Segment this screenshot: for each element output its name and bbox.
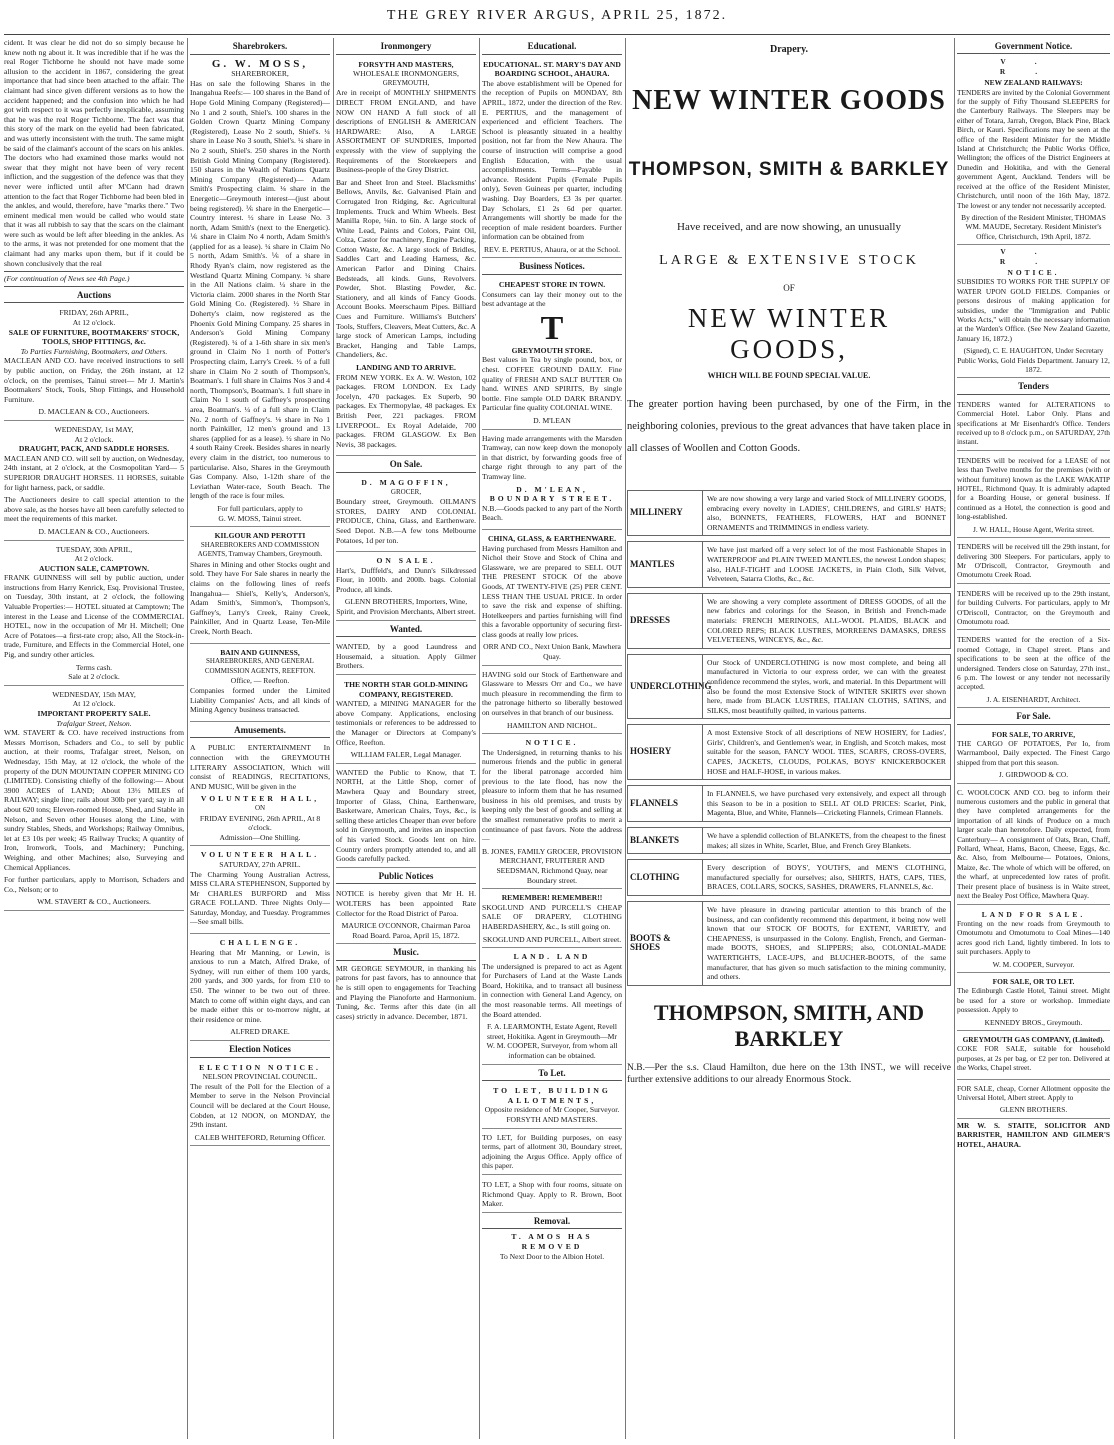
- sharebroker-ad: [190, 646, 330, 722]
- ad-body: COKE FOR SALE, suitable for household purposes, at 2s per bag, or £2 per ton. Delivered at the Works, Chapel street.: [957, 1044, 1110, 1073]
- auction-note: For further particulars, apply to Morrison, Schaders and Co., Nelson; or to: [4, 875, 184, 894]
- public-notice: [336, 887, 476, 944]
- ad-signature: MAURICE O'CONNOR, Chairman Paroa Road Board. Paroa, April 15, 1872.: [341, 921, 471, 940]
- section-heading-election: Election Notices: [190, 1045, 330, 1058]
- advertiser-name: BAIN AND GUINNESS,: [220, 647, 300, 657]
- produce-ad: C. WOOLCOCK AND CO. beg to inform their numerous customers and the public in general that they have completed arrangements for the importation of all kinds of Produce on a much larger scale than heretofore. Daily expected, from Canterbury— A consignment of Oats, Bran, Chaff, Pollard, Wheat, Hams, Bacon, Cheese, Eggs, &c. &c. Also, from Melbourne— Potatoes, Onions, Maize, &c. The whole of which will be offered, on the wharf, at unprecedented low rates of profit. Their present place of business is in Waite street, next the Bealey Post Office, Mawhera Quay.: [957, 786, 1110, 905]
- tender-ad: [957, 633, 1110, 708]
- masthead: THE GREY RIVER ARGUS, APRIL 25, 1872.: [386, 8, 728, 23]
- tender-ad: TENDERS will be received up to the 29th instant, for building Culverts. For particulars, apply to Mr O'Driscoll, Contractor, on the Greymouth and Omotumotu road.: [957, 587, 1110, 631]
- department-row: [627, 654, 951, 720]
- ad-signature: CALEB WHITEFORD, Returning Officer.: [194, 1132, 326, 1142]
- ad-body: Having purchased from Messrs Hamilton and Nichol their Stove and Stock of China and Glassware, we are prepared to SELL OUT THE PRESENT STOCK Of the above Goods, AT TWENTY-FIVE (25) PER CENT. LESS THAN THE USUAL PRICE. In order to save the risk and expense of shifting. Hotelkeepers and parties furnishing will find this a favorable opportunity of securing first-class goods at really low prices.: [482, 543, 622, 639]
- ad-title: ELECTION NOTICE.: [199, 1062, 321, 1072]
- headline-new-winter-goods: NEW WINTER GOODS: [632, 85, 946, 116]
- section-heading-removal: Removal.: [482, 1217, 622, 1230]
- tender-ad: TENDERS will be received till the 29th instant, for delivering 300 Sleepers. For particulars, apply to Mr O'Driscoll, Contractor, Greymouth and Omotumotu Creek Road.: [957, 540, 1110, 584]
- ad-body: The Edinburgh Castle Hotel, Tainui street. Might be used for a store or workshop. Immediate possession. Apply to: [957, 986, 1110, 1015]
- ad-signature: REV. E. PERTIUS, Ahaura, or at the School.: [483, 244, 621, 254]
- sale-ad: [957, 728, 1110, 784]
- ad-body: TENDERS are invited by the Colonial Government for the supply of Fifty Thousand SLEEPERS for the Canterbury Railways. The Sleepers may be either of Totara, Jarrah, Oregon, Black Pine, Black Birch, or Kauri. Specifications may be seen at the office of the Resident Minister for the Middle Island at Christchurch; the Public Works Office, Wellington; the offices of the District Engineers at Dunedin and Hokitika, and with the General government Agent, Auckland. Tenders will be received at the office of the Resident Minister, Christchurch, until noon of the 16th May, 1872. The lowest or any tender not necessarily accepted.: [957, 87, 1110, 210]
- ad-body: Hart's, Dufffeld's, and Dunn's Silkdressed Flour, in 100lb. and 200lb. bags. Colonial Produce, all kinds.: [336, 565, 476, 594]
- department-label: MANTLES: [630, 558, 675, 569]
- section-heading-amusements: Amusements.: [190, 726, 330, 739]
- auction-ad: [4, 423, 184, 541]
- ad-title: EDUCATIONAL. ST. MARY'S DAY AND BOARDING SCHOOL, AHAURA.: [483, 59, 621, 79]
- auction-terms: Terms cash.: [75, 662, 113, 672]
- wanted-ad: [336, 678, 476, 764]
- challenge-ad: [190, 936, 330, 1041]
- ad-body: Best values in Tea by single pound, box, or chest. COFFEE GROUND DAILY. Fine quality of FRESH AND SALT BUTTER On hand. WINES AND SPIRITS, By single bottle. Fine sample OLD DARK BRANDY. Particular fine quality COLONIAL WINE.: [482, 355, 622, 413]
- ad-signature: B. JONES, FAMILY GROCER, PROVISION MERCHANT, FRUITERER AND SEEDSMAN, Richmond Quay, near Boundary street.: [482, 846, 622, 885]
- department-label: BLANKETS: [630, 834, 680, 845]
- department-text: We have pleasure in drawing particular attention to this branch of the business, and can confidently recommend this department, it being now well known that our STOCK OF BOOTS, for EXTENT, VARIETY, and CHEAPNESS, is unsurpassed in the Colony. English, French, and German-made BOOTS, SHOES, and SLIPPERS; also, COLONIAL-MADE WATERTIGHTS, LACE-UPS, and BLUCHER-BOOTS, of the same manufacturer, that has given so much satisfaction to the mining community, and others.: [702, 902, 950, 985]
- ad-signature: W. M. COOPER, Surveyor.: [992, 959, 1075, 969]
- admission: Admission—One Shilling.: [219, 832, 301, 842]
- sharebroker-ad: [190, 529, 330, 644]
- department-label: FLANNELS: [630, 797, 679, 808]
- ad-shipments: FROM NEW YORK. Ex A. W. Weston, 102 packages. FROM LONDON. Ex Lady Jocelyn, 470 packages. Ex Superb, 90 packages. Ex Thermopylae, 48 packages. Ex British Peer, 221 packages. FROM LIVERPOOL. Ex Royal Adelaide, 700 packages. FROM GLASGOW. Ex Ben Nevis, 38 packages.: [336, 372, 476, 449]
- ad-office: Office, — Reefton.: [230, 676, 290, 686]
- section-heading-public-notices: Public Notices: [336, 872, 476, 885]
- department-label: BOOTS & SHOES: [630, 932, 671, 953]
- section-heading-government: Government Notice.: [957, 42, 1110, 54]
- ad-body: Companies formed under the Limited Liability Companies' Acts, and all kinds of Mining Agency business transacted.: [190, 686, 330, 715]
- auction-date: WEDNESDAY, 1st MAY,: [54, 424, 134, 434]
- column-2: [190, 38, 330, 1439]
- department-text: We are now showing a very large and varied Stock of MILLINERY GOODS, embracing every novelty in LADIES', CHILDREN'S, and GIRLS' HATS; also, BONNETS, FEATHERS, FLOWERS, HAT and BONNET ORNAMENTS and TRIMMINGS in endless variety.: [702, 491, 950, 535]
- column-divider: [333, 38, 334, 1439]
- auction-title: DRAUGHT, PACK, AND SADDLE HORSES.: [18, 444, 170, 454]
- department-row: [627, 901, 951, 986]
- to-let-ad: TO LET, a Shop with four rooms, situate on Richmond Quay. Apply to R. Brown, Boot Maker.: [482, 1178, 622, 1213]
- department-row: [627, 859, 951, 896]
- ad-subhead: LANDING AND TO ARRIVE.: [356, 363, 456, 372]
- ad-body: TENDERS will be received for a LEASE of not less than Twelve months for the premises (with or without furniture) known as the LAKE WAKATIP HOTEL, Richmond Quay. It is admirably adapted for a Boarding House, or general business. If continued as a Hotel, the connection is good and long-established.: [957, 455, 1110, 522]
- ad-body: Opposite residence of Mr Cooper, Surveyor.: [484, 1105, 620, 1115]
- notice-ad: [482, 736, 622, 889]
- ad-signature: ALFRED DRAKE.: [230, 1027, 290, 1037]
- ad-signature: J. A. EISENHARDT, Architect.: [986, 694, 1081, 704]
- section-heading-sharebrokers: Sharebrokers.: [190, 42, 330, 55]
- ad-body: A PUBLIC ENTERTAINMENT In connection with the GREYMOUTH LITERARY ASSOCIATION, Which will consist of READINGS, RECITATIONS, AND MUSIC, Will be given in the: [190, 743, 330, 791]
- section-heading-drapery: Drapery.: [769, 44, 809, 55]
- firm-name: THOMPSON, SMITH & BARKLEY: [628, 159, 950, 180]
- section-heading-to-let: To Let.: [482, 1069, 622, 1082]
- removal-body: To Next Door to the Albion Hotel.: [499, 1251, 605, 1261]
- hotel-sale-ad: [957, 975, 1110, 1031]
- store-name: GREYMOUTH STORE.: [511, 345, 593, 355]
- auction-date: WEDNESDAY, 15th MAY,: [52, 689, 136, 699]
- school-ad: [482, 58, 622, 259]
- section-heading-music: Music.: [336, 948, 476, 961]
- ad-list: Bar and Sheet Iron and Steel. Blacksmiths' Bellows, Anvils, &c. Galvanised Plain and Corrugated Iron Ridging, &c. Agricultural Implements. Truck and Whim Wheels. Best Manilla Rope, ⅛in. to 6in. A large stock of White Lead, Paints and Colors, Paint Oil, Colza, Castor for machinery, Engine Packing, Cotton Waste, &c. A large stock of Bridles, Saddles Cart and Leading Harness, &c. American Parlor and Dining Chairs. Bedsteads, all kinds. Guns, Revolvers. Powder, Shot. Blasting Powder, &c. Stationery, and all kinds of Fancy Goods. Account Books. Meerschaum Pipes. Billiard Cues and Furniture. Williams's Butchers' Tools, Stuffers, Cleavers, Meat Cutters, &c. A large stock of American Lamps, including Bracket, Hanging and Table Lamps, Chandeliers, &c.: [336, 177, 476, 360]
- ad-body: FOR SALE, cheap, Corner Allotment opposite the Universal Hotel, Albert street. Apply to: [957, 1083, 1110, 1102]
- auction-title: IMPORTANT PROPERTY SALE.: [37, 709, 151, 718]
- ad-body: Fronting on the new roads from Greymouth to Omotumotu and Omotumotu to Coal Mines—140 acres good rich Land, lightly timbered. In lots to suit purchasers. Apply to: [957, 918, 1110, 957]
- ad-title: FOR SALE, OR TO LET.: [992, 976, 1075, 986]
- ad-signature: G. W. MOSS, Tainui street.: [218, 513, 302, 523]
- wanted-ad: WANTED the Public to Know, that T. NORTH, at the Little Shop, corner of Mawhera Quay and Boundary street, Importer of Glass, China, Earthenware, Basketware, American Chairs, Toys, &c., is selling these articles Cheaper than ever before sold in Greymouth, and invites an inspection of his varied Stock. Goods lent on hire. Country orders promptly attended to, and all Goods carefully packed.: [336, 766, 476, 868]
- ad-signature: GLENN BROTHERS, Importers, Wine, Spirit, and Provision Merchants, Albert street.: [336, 597, 476, 617]
- removal-title: T. AMOS HAS REMOVED: [511, 1232, 593, 1251]
- ad-body: Consumers can lay their money out to the best advantage at the: [482, 289, 622, 309]
- ad-body: TENDERS wanted for the erection of a Six-roomed Cottage, in Chapel street. Plans and specifications to be seen at the office of the undersigned. Tenders close on Saturday, 27th inst., 6 p.m. The lowest or any tender not necessarily accepted.: [957, 635, 1110, 692]
- special-value-line: WHICH WILL BE FOUND SPECIAL VALUE.: [707, 371, 871, 380]
- to-let-ad: TO LET, for Building purposes, on easy terms, part of allotment 30, Boundary street, adjoining the Argus Office. Apply office of this paper.: [482, 1131, 622, 1175]
- ad-signature: HAMILTON AND NICHOL.: [506, 720, 598, 730]
- entertainment-ad: [190, 848, 330, 934]
- ad-body: Shares in Mining and other Stocks ought and sold. They have For Sale shares in nearly the claims on the following lines of reefs Inangahua— Shiel's, Kelly's, Anderson's, Adam Smith's, Simmon's, Thompson's, Gaffney's, Larry's Creek, Rainy Creek, Painkiller, And in Quartz Lease, Ten-Mile Creek, North Beach.: [190, 559, 330, 637]
- ironmonger-ad: [336, 58, 476, 457]
- allotment-sale-ad: [957, 1082, 1110, 1119]
- advertiser-name: KILGOUR AND PEROTTI: [214, 531, 306, 541]
- department-row: [627, 593, 951, 649]
- ad-title: CHINA, GLASS, & EARTHENWARE.: [487, 533, 616, 543]
- department-label: DRESSES: [630, 614, 671, 625]
- ad-title: TO LET, BUILDING ALLOTMENTS,: [493, 1086, 611, 1105]
- large-stock-line: LARGE & EXTENSIVE STOCK: [659, 253, 919, 268]
- section-heading-on-sale: On Sale.: [336, 460, 476, 473]
- ad-title: THE NORTH STAR GOLD-MINING COMPANY, REGISTERED.: [344, 680, 468, 699]
- ad-title: REMEMBER! REMEMBER!!: [501, 893, 603, 903]
- entertainment-ad: [190, 741, 330, 846]
- department-row: [627, 724, 951, 780]
- advertiser-place: GREYMOUTH,: [382, 78, 430, 87]
- of-line: OF: [783, 283, 795, 293]
- ad-body: The above establishment will be Opened for the reception of Pupils on MONDAY, 8th APRIL, 1872, under the direction of the Rev. E. PERTIUS, and the management of experienced and efficient Teachers. The School is pleasantly situated in a healthy position, not far from the New Ahaura. The course of instruction will comprise a good English Education, with the usual accomplishments. Terms—Payable in advance. Resident Pupils (Female Pupils only), Seven Guineas per quarter, including washing. Day Boarders, £3 3s per quarter. Day Scholars, £1 2s 6d per quarter. Arrangements will shortly be made for the reception of male resident boarders. Further information can be obtained from: [482, 78, 622, 242]
- sharebroker-ad: [190, 58, 330, 528]
- ad-body: The result of the Poll for the Election of a Member to serve in the Nelson Provincial Council will be declared at the Court House, Cobden, at 12 NOON, on MONDAY, the 29th instant.: [190, 1081, 330, 1130]
- gas-company-ad: [957, 1033, 1110, 1080]
- firm-name-2: THOMPSON, SMITH, AND BARKLEY: [653, 999, 925, 1051]
- advertiser-name: FORSYTH AND MASTERS,: [358, 59, 454, 69]
- auction-ad: [4, 543, 184, 686]
- land-ad: [482, 950, 622, 1065]
- column-divider: [625, 38, 626, 1439]
- ad-signature: D. M'LEAN, BOUNDARY STREET.: [489, 484, 615, 504]
- event-date: SATURDAY, 27th APRIL.: [219, 859, 301, 869]
- department-text: We are showing a very complete assortment of DRESS GOODS, of all the new fabrics and colorings for the Season, in British and French-made materials: FRENCH MERINOES, ALL-WOOL PLAIDS, BLACK and COLORED REPS; BLACK LUSTRES, MORREENS DAMASKS, DRESS VELVETEENS, WINCEYS, &c., &c.: [702, 594, 950, 648]
- column-divider: [187, 38, 188, 1439]
- ad-title: NOTICE.: [1007, 267, 1060, 277]
- big-letter-t: T: [540, 309, 564, 347]
- ad-signature: J. W. HALL, House Agent, Werita street.: [973, 524, 1094, 534]
- received-line: Have received, and are now showing, an unusually: [677, 221, 901, 233]
- drapery-advert: [627, 38, 951, 1439]
- auction-body: FRANK GUINNESS will sell by public auction, under instructions from Harry Kenrick, Esq. Provisional Trustee, on Tuesday, 30th instant, at 2 o'clock, the following Valuable Properties:— HOTEL situated at Camptown; The interest in the Lease and License of the COMMERCIAL HOTEL, now in the occupation of Mr H. Mitchell; One Acre of Potatoes—a first-rate crop; also, All the Stock-in-trade, Furniture, and Effects in the Commercial Hotel, one Pig, and sundry other articles.: [4, 573, 184, 660]
- china-ad: [482, 532, 622, 666]
- department-text: In FLANNELS, we have purchased very extensively, and expect all through this Season to be in a position to SELL AT OLD PRICES: Scarlet, Pink, Magenta, Blue, and White, Flannels—Cricketing Flannels, Crimean Flannels.: [702, 786, 950, 821]
- wanted-ad: WANTED, by a good Laundress and Housemaid, a situation. Apply Gilmer Brothers.: [336, 640, 476, 675]
- advertiser-role: GROCER,: [390, 487, 422, 496]
- column-divider: [479, 38, 480, 1439]
- ad-signature: WILLIAM FALER, Legal Manager.: [350, 750, 462, 760]
- ad-signature: J. GIRDWOOD & CO.: [998, 770, 1069, 780]
- advertiser-role: SHAREBROKERS, AND GENERAL COMMISSION AGENTS, REEFTON.: [204, 657, 316, 675]
- department-row: [627, 541, 951, 587]
- ad-body: THE CARGO OF POTATOES, Per Io, from Warrnambool, Daily expected. The Finest Cargo shipped from that port this season.: [957, 739, 1110, 767]
- auction-time: At 12 o'clock.: [72, 318, 116, 328]
- ad-body: Are in receipt of MONTHLY SHIPMENTS DIRECT FROM ENGLAND, and have NOW ON HAND A full stock of all descriptions of ENGLISH & AMERICAN HARDWARE: Also, A LARGE ASSORTMENT OF SUNDRIES, Imported expressly with the view of supplying the Requirements of the Storekeepers and Business-people of the Grey District.: [336, 88, 476, 175]
- venue-name: VOLUNTEER HALL,: [200, 794, 320, 804]
- ad-body: SKOGLUND AND PURCELL'S CHEAP SALE OF DRAPERY, CLOTHING HABERDASHERY, &c., Is still going on.: [482, 902, 622, 931]
- section-heading-ironmongery: Ironmongery: [336, 42, 476, 55]
- ad-body: Has on sale the following Shares in the Inangahua Reefs:— 100 shares in the Band of Hope Gold Mining Company (Registered)—No 1 and 2 south, Shiel's. 100 shares in the Golden Crown Quartz Mining Company (Registered), Lease No 2 south, Shiel's. ¼ share in Lease No 3 south, Shiel's. ¼ share in No 2 south, Shiel's. 250 shares in the North British Gold Mining Company (Registered). 150 shares in the Wealth of Nations Quartz Mining Company (Registered)— Adam Smith's Prospecting claim. ⅛ share in the Energetic—Greymouth interest—(just about being registered). ⅙ share in the Energetic—Country interest. ½ share in Lease No. 3 north, Adam Smith's (next to the Energetic). ⅙ share in Claim No 4 north, Adam Smith's (applied for as a lease). ¼ share in Claim No 5 north, Adam Smith's. ⅙ of a share in Rhody Ryan's claim, now registered as the Westland Quartz Mining Company. ¼ share in the All Nations claim. ¼ share in the Victoria claim. 2000 shares in the North Star Gold Mining Co. (Registered). ½ Share in Doherty's claim, now registered as the Phoenix Gold Mining Company. 25 shares in Anderson's Gold Mining Company (Registered). ¼ of a 1-6th share in six men's ground in Claim No 1 north of Potter's Prospecting claim, Larry's Creek. ½ of a full share in Claim No 2 south of Thompson's, Boatman's. 1 full share in Claims Nos 3 and 4 north, Thompson's, Boatman's. 1 full share in Claim No 1 south of Gaffney's prospecting area, Boatman's. ¼ of a full share in Claim No. 2 north of Gaffney's. ⅛ share in No 1 north Painkiller, 12 men's ground and 13 shares (applied for as a lease). ½ share in No 4 south Rainy Creek. Besides shares in nearly every claim in the district, too numerous to particularise. Also, Shares in the Greymouth Gas Company. Also, 1-12th share of the Leviathan Water-race, South Beach. The length of the race is four miles.: [190, 78, 330, 501]
- ad-body: WANTED, a MINING MANAGER for the above Company. Applications, enclosing testimonials or references to be addressed to the Manager or Directors at Company's Office, Reefton.: [336, 699, 476, 747]
- ad-note: N.B.—Goods packed to any part of the North Beach.: [482, 503, 622, 523]
- article-text: cident. It was clear he did not do so simply because he knew noth ng about it. It was incredible that if he was the real Roger Tichborne he should not have made some allusion to the accident in 1867, considering the great importance that had since been attached to the affair. The claimant had since given different versions as to how the accident happened; and the confusion into which he had got with respect to it was perfectly inexplicable, assuming that he was the real Roger Tichborne. The fact was that this story of the mark on the eyelid had been fabricated, and was utterly inconsistent with the truth. The same might be said of the claimant's account of the scars on his ankles. The doctors who had examined those marks would not swear that they might not have been of very recent infliction, and the suggestion of the defence was that they never were inflicted until after M'Cann had drawn attention to the fact that Roger Tichborne had been bled in the ankles, and would, therefore, have "marks there." Two eminent medical men would be called who would state that it was all rubbish to say that the scars on the claimant were such as would be left after bleeding in the ankles. As to the arms, it was not pretended for one moment that the claimant had any marks upon them, but if it could be shown conclusively that the real: [4, 38, 184, 268]
- department-label: MILLINERY: [630, 507, 683, 518]
- column-right: [957, 38, 1110, 1439]
- ad-signature: SKOGLUND AND PURCELL, Albert street.: [482, 934, 622, 944]
- ad-body: Having made arrangements with the Marsden Tramway, can now keep down the monopoly in that district, by forwarding goods free of charge right through to any part of the Tramway line.: [482, 433, 622, 481]
- department-text: A most Extensive Stock of all descriptions of NEW HOSIERY, for Ladies', Girls', Children's, and Gentlemen's wear, in English, and Scotch makes, most suitable for the season, FANCY WOOL TIES, SCARFS, CROSS-OVERS, CAPES, JACKETS, CLOUDS, POLKAS, BOYS' KNICKERBOCKER HOSE and HALF-HOSE, in various makes.: [702, 725, 950, 779]
- masthead-rule: [4, 34, 1110, 35]
- auction-body: MACLEAN AND CO. will sell by auction, on Wednesday, 24th instant, at 2 o'clock, at the Cosmopolitan Yard— 5 SUPERIOR DRAUGHT HORSES. 11 HORSES, suitable for light harness, pack, or saddle.: [4, 453, 184, 492]
- auction-note: The Auctioneers desire to call special attention to the above sale, as the horses have all been carefully selected to meet the requirements of this market.: [4, 495, 184, 524]
- ad-title: CHEAPEST STORE IN TOWN.: [498, 280, 606, 290]
- advertiser-role: SHAREBROKER,: [231, 69, 289, 79]
- ad-body: SUBSIDIES TO WORKS FOR THE SUPPLY OF WATER UPON GOLD FIELDS. Companies or persons desirous of making application for subsidies, under the "Immigration and Public Works Acts," will obtain the necessary information at the Warden's Office. (See New Zealand Gazette, January 16, 1872.): [957, 277, 1110, 343]
- tender-ad: [957, 454, 1110, 538]
- section-heading-auctions: Auctions: [4, 291, 184, 304]
- department-text: Our Stock of UNDERCLOTHING is now most complete, and being all manufactured in Victoria to our express order, we can with the greatest confidence recommend the styles, work, and material. In this Department will also be found the most Extensive Stock of WINTER SKIRTS ever shown here, made from BLACK LUSTRES, ITALIAN CLOTHS, SATINS, and SILKS, most beautifully quilted, in various patterns.: [702, 655, 950, 719]
- auction-body: MACLEAN AND CO. have received instructions to sell by public auction, on Friday, the 26th instant, at 12 o'clock, on the premises, Tainui street— Mr J. Martin's Bootmakers' Stock, Tools, Shop Fittings, and Household Furniture.: [4, 356, 184, 404]
- ad-title: GREYMOUTH GAS COMPANY, (Limited).: [962, 1034, 1105, 1044]
- auction-time: At 2 o'clock.: [74, 434, 114, 444]
- advertiser-name: D. MAGOFFIN,: [361, 477, 451, 487]
- music-ad: MR GEORGE SEYMOUR, in thanking his patrons for past favors, has to announce that he is still open to engagements for Teaching and Playing the Pianoforte and Harmonium. Tuning, &c. Terms after this date (in all cases) strictly in advance. December, 1871.: [336, 963, 476, 1021]
- department-text: We have a splendid collection of BLANKETS, from the cheapest to the finest makes; all sizes in White, Scarlet, Blue, and French Grey Blankets.: [702, 828, 950, 853]
- ad-title: FOR SALE, TO ARRIVE,: [991, 729, 1076, 739]
- vr-mark: V. R.: [999, 57, 1068, 76]
- auction-title: AUCTION SALE, CAMPTOWN.: [39, 563, 149, 573]
- section-heading-educational: Educational.: [482, 42, 622, 55]
- sale-ad: [482, 891, 622, 948]
- section-heading-wanted: Wanted.: [336, 625, 476, 638]
- ad-body: The Undersigned, in returning thanks to his numerous friends and the public in general for the liberal patronage accorded him previous to the late flood, has now the pleasure to inform them that he has resumed business in his old premises, and trusts by keeping only the best of goods and selling at the smallest remunerative profits to merit a continuance of past favors. Note the address—: [482, 747, 622, 844]
- ad-title: NEW ZEALAND RAILWAYS:: [984, 78, 1083, 88]
- column-3: [336, 38, 476, 1439]
- department-label: CLOTHING: [630, 871, 680, 882]
- headline-new-winter-goods-2: NEW WINTER GOODS,: [687, 303, 891, 364]
- auction-body: WM. STAVERT & CO. have received instructions from Messrs Morrison, Schaders and Co., to sell by public auction, at their rooms, Trafalgar street, Nelson, on Wednesday, 15th May, at 12 o'clock, the whole of the property of the DUN MOUNTAIN COPPER MINING CO (LIMITED). Consisting chiefly of the following:— About 3900 ACRES of LAND; About 13½ MILES of RAILWAY; single line; rails about 30lb per yard; say in all about 620 tons; Eleven-roomed House, Shed, and Stable in Nelson, and Seven other Houses along the Line, with sundry Stables, Sheds, and Workshops; Railway Omnibus, let at £3 10s per week; 45 Railway Trucks; A quantity of Iron, Ironwork, Tools, and Machinery; Punching, Weighing, and other Machines; also, Surveying and Chemical Appliances.: [4, 728, 184, 872]
- ad-body: NOTICE is hereby given that Mr H. H. WOLTERS has been appointed Rate Collector for the Road District of Paroa.: [336, 889, 476, 918]
- advertiser-name: G. W. MOSS,: [211, 57, 309, 70]
- department-label: HOSIERY: [630, 746, 672, 757]
- ad-body: Hearing that Mr Manning, or Lewin, is anxious to run a Match, Alfred Drake, of Sydney, will run either of them 100 yards, 200 yards, and 300 yards, for from £10 to £50. The winner to be two out of three. Match to come off within eight days, and can be made either this or to-morrow night, at their residence or mine.: [190, 947, 330, 1024]
- auction-signature: D. MACLEAN & CO., Auctioneers.: [38, 407, 150, 417]
- ad-title: NOTICE.: [525, 738, 579, 748]
- auction-title: SALE OF FURNITURE, BOOTMAKERS' STOCK, TOOLS, SHOP FITTINGS, &c.: [8, 327, 180, 347]
- vr-mark: V. R.: [999, 247, 1068, 266]
- drapery-nb: N.B.—Per the s.s. Claud Hamilton, due here on the 13th INST., we will receive further extensive additions to our already Enormous Stock.: [627, 1062, 951, 1085]
- ad-title: CHALLENGE.: [219, 938, 301, 948]
- gov-notice: [957, 266, 1110, 378]
- advertiser-role: WHOLESALE IRONMONGERS,: [353, 69, 459, 79]
- auction-date: FRIDAY, 26th APRIL,: [59, 308, 129, 318]
- tender-ad: TENDERS wanted for ALTERATIONS to Commercial Hotel. Labor Only. Plans and specifications at Mr Eisenhardt's Office. Tenders received up to 8 o'clock p.m., on SATURDAY, 27th instant.: [957, 398, 1110, 451]
- ad-title: LAND FOR SALE.: [981, 909, 1086, 919]
- auction-place: Trafalgar Street, Nelson.: [56, 718, 132, 728]
- store-ad: [482, 278, 622, 430]
- auction-time: At 12 o'clock.: [72, 699, 116, 709]
- section-heading-for-sale: For Sale.: [957, 712, 1110, 724]
- ad-body: HAVING sold our Stock of Earthenware and Glassware to Messrs Orr and Co., we have much pleasure in recommending the firm to the patronage hitherto so liberally bestowed on ourselves in that branch of our business.: [482, 669, 622, 718]
- department-text: Every description of BOYS', YOUTH'S, and MEN'S CLOTHING, manufactured specially for ourselves; also, SHIRTS, HATS, CAPS, TIES, BRACES, COLLARS, SOCKS, SASHES, DRAWERS, FLANNELS, &c.: [702, 860, 950, 895]
- ad-signature: KENNEDY BROS., Greymouth.: [984, 1017, 1083, 1027]
- ad-signature: By direction of the Resident Minister, THOMAS WM. MAUDE, Secretary. Resident Minister's Office, Christchurch, 19th April, 1872.: [961, 212, 1106, 241]
- ad-signature: D. M'LEAN: [533, 416, 571, 425]
- ad-signature: FORSYTH AND MASTERS.: [506, 1115, 598, 1124]
- auction-signature: D. MACLEAN & CO., Auctioneers.: [38, 526, 150, 536]
- ad-title: ON SALE.: [376, 556, 436, 566]
- solicitor-ad: MR W. S. STAITE, SOLICITOR AND BARRISTER, HAMILTON AND GILMER'S HOTEL, AHAURA.: [957, 1120, 1110, 1149]
- auction-time: At 2 o'clock.: [74, 554, 114, 564]
- notice-ad: [482, 668, 622, 735]
- advertiser-role: SHAREBROKERS AND COMMISSION AGENTS, Tramway Chambers, Greymouth.: [197, 540, 323, 559]
- ad-signature: (Signed), C. E. HAUGHTON, Under Secretary Public Works, Gold Fields Department. January 12, 1872.: [957, 346, 1110, 374]
- column-1: [4, 38, 184, 1439]
- continuation-note: (For continuation of News see 4th Page.): [4, 271, 184, 287]
- ad-signature: F. A. LEARMONTH, Estate Agent, Revell street, Hokitika. Agent in Greymouth—Mr W. M. COOPER, Surveyor, from whom all information can be obtained.: [486, 1022, 618, 1061]
- auction-subtitle: To Parties Furnishing, Bootmakers, and Others.: [20, 346, 168, 356]
- department-row: [627, 490, 951, 536]
- railways-notice: [957, 76, 1110, 245]
- election-ad: [190, 1061, 330, 1147]
- grocer-ad: [336, 476, 476, 552]
- department-row: [627, 785, 951, 822]
- sale-ad: [336, 554, 476, 621]
- department-row: [627, 827, 951, 854]
- venue-name: VOLUNTEER HALL.: [200, 850, 320, 860]
- to-let-ad: [482, 1084, 622, 1128]
- auction-ad: [4, 688, 184, 911]
- ad-body: Boundary street, Greymouth. OILMAN'S STORES, DAIRY AND COLONIAL PRODUCE, China, Glass, and Earthenware. Seed Depot. N.B.—A few tons Melbourne Potatoes, 1d per ton.: [336, 497, 476, 545]
- ad-signature: ORR AND CO., Next Union Bank, Mawhera Quay.: [483, 642, 621, 662]
- land-sale-ad: [957, 908, 1110, 973]
- ad-body: The undersigned is prepared to act as Agent for Purchasers of Land at the Waste Lands Board, Hokitika, and to transact all business in connection with General Land Agency, on the most reasonable terms. All meetings of the Board attended.: [482, 961, 622, 1019]
- ad-apply: For full particulars, apply to: [217, 503, 303, 513]
- drapery-lead: The greater portion having been purchased, by one of the Firm, in the neighboring colonies, previous to the great advances that have taken place in all classes of Woollen and Cotton Goods.: [627, 399, 951, 454]
- auction-signature: WM. STAVERT & CO., Auctioneers.: [37, 897, 151, 907]
- tramway-ad: [482, 432, 622, 530]
- section-heading-business: Business Notices.: [482, 262, 622, 275]
- auction-date: TUESDAY, 30th APRIL,: [55, 544, 133, 554]
- ad-title: LAND. LAND: [513, 952, 591, 962]
- department-label: UNDERCLOTHING: [630, 680, 712, 691]
- auction-ad: [4, 306, 184, 421]
- ad-body: The Charming Young Australian Actress, MISS CLARA STEPHENSON, Supported by Mr CHARLES BURFORD and Miss GRACE FOLLAND. Three Nights Only—Saturday, Monday, and Tuesday. Programmes—See small bills.: [190, 869, 330, 927]
- auction-time: Sale at 2 o'clock.: [68, 672, 120, 682]
- section-heading-tenders: Tenders: [957, 382, 1110, 394]
- department-list: [627, 490, 951, 986]
- ad-subtitle: NELSON PROVINCIAL COUNCIL.: [202, 1072, 318, 1082]
- column-4: [482, 38, 622, 1439]
- event-date: FRIDAY EVENING, 26th APRIL, At 8 o'clock.: [199, 813, 321, 833]
- department-text: We have just marked off a very select lot of the most Fashionable Shapes in WATERPROOF and PLAIN TWEED MANTLES, the newest London shapes; also, HALF-TIGHT and LOOSE JACKETS, in Plain Cloth, Silk Velvet, Velveteen, Satarra Cloths, &c., &c.: [702, 542, 950, 586]
- ad-signature: GLENN BROTHERS.: [999, 1105, 1068, 1115]
- column-divider: [954, 38, 955, 1439]
- ad-on: ON: [254, 803, 266, 812]
